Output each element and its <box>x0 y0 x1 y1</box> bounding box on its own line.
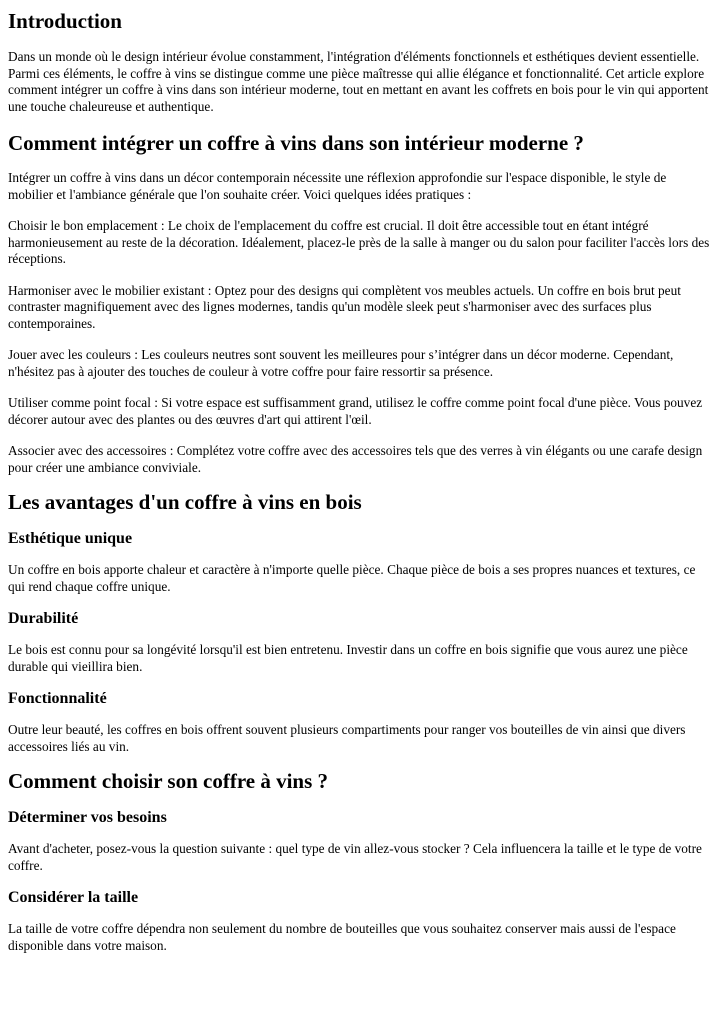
subheading-fonctionnalite: Fonctionnalité <box>8 690 107 707</box>
paragraph-fonctionnalite: Outre leur beauté, les coffres en bois offrent souvent plusieurs compartiments pour ranger vos bouteilles de vin ainsi que divers accessoires liés au vin. <box>8 722 686 754</box>
paragraph-besoins: Avant d'acheter, posez-vous la question suivante : quel type de vin allez-vous stocker ? Cela influencera la taille et le type de votre coffre. <box>8 841 702 873</box>
paragraph-couleurs: Jouer avec les couleurs : Les couleurs neutres sont souvent les meilleures pour s’intégrer dans un décor moderne. Cependant, n'hésitez pas à ajouter des touches de couleur à votre coffre pour faire ressortir sa présence. <box>8 347 674 379</box>
paragraph-taille: La taille de votre coffre dépendra non seulement du nombre de bouteilles que vous souhaitez conserver mais aussi de l'espace disponible dans votre maison. <box>8 921 676 953</box>
subheading-besoins: Déterminer vos besoins <box>8 809 167 826</box>
article <box>0 9 720 954</box>
paragraph-mobilier: Harmoniser avec le mobilier existant : Optez pour des designs qui complètent vos meubles actuels. Un coffre en bois brut peut contraster magnifiquement avec des lignes modernes, tandis qu'un modèle sleek peut s'harmoniser avec des surfaces plus contemporaines. <box>8 282 681 331</box>
heading-choisir-coffre: Comment choisir son coffre à vins ? <box>8 769 329 793</box>
subheading-taille: Considérer la taille <box>8 889 139 906</box>
heading-avantages: Les avantages d'un coffre à vins en bois <box>8 490 362 514</box>
paragraph-esthetique: Un coffre en bois apporte chaleur et caractère à n'importe quelle pièce. Chaque pièce de bois a ses propres nuances et textures, ce qui rend chaque coffre unique. <box>8 562 696 594</box>
subheading-esthetique: Esthétique unique <box>8 530 133 547</box>
paragraph-accessoires: Associer avec des accessoires : Complétez votre coffre avec des accessoires tels que des verres à vin élégants ou une carafe design pour créer une ambiance conviviale. <box>8 443 703 475</box>
paragraph-emplacement: Choisir le bon emplacement : Le choix de l'emplacement du coffre est crucial. Il doit être accessible tout en étant intégré harmonieusement au reste de la décoration. Idéalement, placez-le près de la salle à manger ou du salon pour faciliter l'accès lors des réceptions. <box>8 218 710 266</box>
heading-integrer-coffre: Comment intégrer un coffre à vins dans son intérieur moderne ? <box>8 131 584 155</box>
heading-introduction: Introduction <box>8 9 122 33</box>
paragraph-introduction: Dans un monde où le design intérieur évolue constamment, l'intégration d'éléments fonctionnels et esthétiques devient essentielle. Parmi ces éléments, le coffre à vins se distingue comme une pièce maîtresse qui allie élégance et fonctionnalité. Cet article explore comment intégrer un coffre à vins dans son intérieur moderne, tout en mettant en avant les coffrets en bois pour le vin qui apportent une touche chaleureuse et authentique. <box>8 49 709 114</box>
paragraph-durabilite: Le bois est connu pour sa longévité lorsqu'il est bien entretenu. Investir dans un coffre en bois signifie que vous aurez une pièce durable qui vieillira bien. <box>8 642 688 674</box>
subheading-durabilite: Durabilité <box>8 610 79 627</box>
paragraph-integrer-intro: Intégrer un coffre à vins dans un décor contemporain nécessite une réflexion approfondie sur l'espace disponible, le style de mobilier et l'ambiance générale que l'on souhaite créer. Voici quelques idées pratiques : <box>8 170 667 202</box>
paragraph-point-focal: Utiliser comme point focal : Si votre espace est suffisamment grand, utilisez le coffre comme point focal d'une pièce. Vous pouvez décorer autour avec des plantes ou des œuvres d'art qui attirent l'œil. <box>8 395 703 427</box>
